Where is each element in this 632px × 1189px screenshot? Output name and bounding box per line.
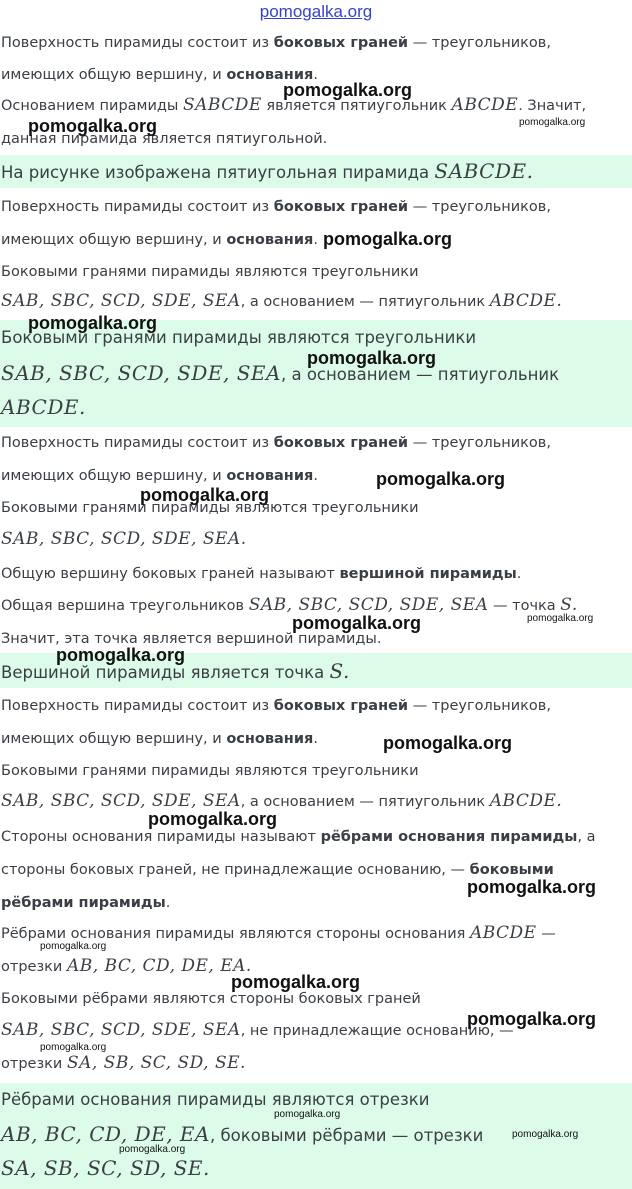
answer-line: Вершиной пирамиды является точка S. [1, 662, 350, 682]
text-line: Значит, эта точка является вершиной пирамиды. [1, 631, 382, 647]
text-line: Общая вершина треугольников SAB, SBC, SCD, SDE, SEA — точка S. [1, 596, 578, 615]
watermark: pomogalka.org [28, 116, 158, 136]
text-line: Основанием пирамиды SABCDE является пятиугольник ABCDE. Значит, [1, 96, 587, 115]
watermark: pomogalka.org [119, 1144, 186, 1155]
answer-line: ABCDE. [1, 398, 86, 418]
text-line: SAB, SBC, SCD, SDE, SEA, не принадлежащие основанию, — [1, 1021, 514, 1040]
watermark: pomogalka.org [140, 485, 270, 505]
text-line: Боковыми рёбрами являются стороны боковых граней [1, 991, 421, 1007]
text-line: Поверхность пирамиды состоит из боковых граней — треугольников, [1, 435, 551, 451]
text-line: Общую вершину боковых граней называют вершиной пирамиды. [1, 566, 522, 582]
site-header [0, 0, 632, 28]
answer-line: SAB, SBC, SCD, SDE, SEA, а основанием — пятиугольник [1, 364, 560, 384]
text-line: Стороны основания пирамиды называют рёбрами основания пирамиды, а [1, 829, 596, 845]
text-line: данная пирамида является пятиугольной. [1, 131, 328, 147]
watermark: pomogalka.org [274, 1109, 341, 1120]
text-line: Боковыми гранями пирамиды являются треугольники [1, 500, 419, 516]
text-line: Рёбрами основания пирамиды являются стороны основания ABCDE — [1, 924, 556, 943]
watermark: pomogalka.org [148, 809, 278, 829]
text-line: рёбрами пирамиды. [1, 895, 171, 911]
text-line: отрезки AB, BC, CD, DE, EA. [1, 957, 252, 976]
watermark: pomogalka.org [512, 1129, 579, 1140]
answer-line: SA, SB, SC, SD, SE. [1, 1159, 210, 1179]
text-line: Поверхность пирамиды состоит из боковых граней — треугольников, [1, 35, 551, 51]
answer-line: AB, BC, CD, DE, EA, боковыми рёбрами — отрезки [1, 1125, 484, 1145]
text-line: Боковыми гранями пирамиды являются треугольники [1, 763, 419, 779]
watermark: pomogalka.org [323, 229, 453, 249]
watermark: pomogalka.org [28, 313, 158, 333]
text-line: стороны боковых граней, не принадлежащие основанию, — боковыми [1, 862, 554, 878]
watermark: pomogalka.org [283, 80, 413, 100]
watermark: pomogalka.org [383, 733, 513, 753]
watermark: pomogalka.org [292, 613, 422, 633]
answer-line: Рёбрами основания пирамиды являются отрезки [1, 1091, 430, 1109]
answer-line: На рисунке изображена пятиугольная пирамида SABCDE. [1, 162, 534, 182]
text-line: имеющих общую вершину, и основания. [1, 731, 318, 747]
watermark: pomogalka.org [467, 1009, 597, 1029]
watermark: pomogalka.org [467, 877, 597, 897]
watermark: pomogalka.org [56, 645, 186, 665]
text-line: отрезки SA, SB, SC, SD, SE. [1, 1054, 246, 1073]
text-line: имеющих общую вершину, и основания. [1, 67, 318, 83]
site-link[interactable]: pomogalka.org [259, 2, 373, 21]
watermark: pomogalka.org [40, 941, 107, 952]
text-line: Поверхность пирамиды состоит из боковых граней — треугольников, [1, 199, 551, 215]
text-line: Поверхность пирамиды состоит из боковых граней — треугольников, [1, 698, 551, 714]
watermark: pomogalka.org [376, 469, 506, 489]
text-line: имеющих общую вершину, и основания. [1, 232, 318, 248]
text-line: SAB, SBC, SCD, SDE, SEA, а основанием — пятиугольник ABCDE. [1, 292, 563, 311]
text-line: SAB, SBC, SCD, SDE, SEA, а основанием — пятиугольник ABCDE. [1, 792, 563, 811]
watermark: pomogalka.org [231, 972, 361, 992]
watermark: pomogalka.org [40, 1042, 107, 1053]
watermark: pomogalka.org [527, 613, 594, 624]
text-line: Боковыми гранями пирамиды являются треугольники [1, 264, 419, 280]
text-line: имеющих общую вершину, и основания. [1, 468, 318, 484]
watermark: pomogalka.org [519, 117, 586, 128]
answer-line: Боковыми гранями пирамиды являются треугольники [1, 329, 477, 347]
watermark: pomogalka.org [307, 348, 437, 368]
text-line: SAB, SBC, SCD, SDE, SEA. [1, 530, 247, 549]
